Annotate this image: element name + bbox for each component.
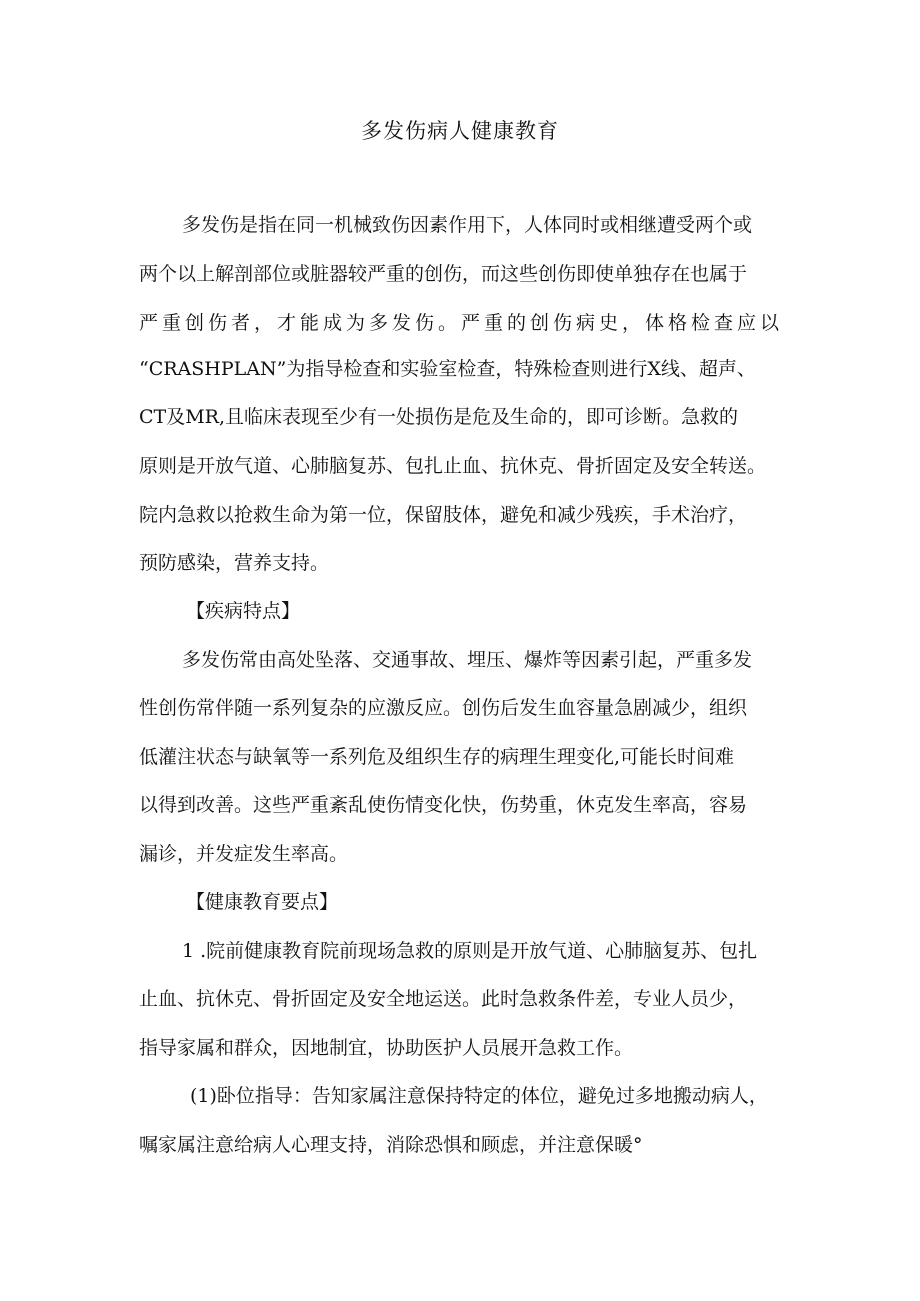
paragraph-line: 性创伤常伴随一系列复杂的应激反应。创伤后发生血容量急剧减少，组织 xyxy=(139,697,748,719)
section-heading-disease-features: 【疾病特点】 xyxy=(186,600,301,622)
paragraph-line: 原则是开放气道、心肺脑复苏、包扎止血、抗休克、骨折固定及安全转送。 xyxy=(139,455,767,477)
section-heading-health-education: 【健康教育要点】 xyxy=(186,891,339,913)
paragraph-line: 两个以上解剖部位或脏器较严重的创伤，而这些创伤即使单独存在也属于 xyxy=(139,263,748,285)
paragraph-line: 低灌注状态与缺氧等一系列危及组织生存的病理生理变化,可能长时间难 xyxy=(139,746,735,768)
paragraph-line: “CRASHPLAN”为指导检查和实验室检查，特殊检查则进行X线、超声、 xyxy=(139,358,756,380)
paragraph-line: 止血、抗休克、骨折固定及安全地运送。此时急救条件差，专业人员少， xyxy=(139,988,748,1010)
paragraph-line: (1)卧位指导：告知家属注意保持特定的体位，避免过多地搬动病人， xyxy=(190,1085,768,1107)
paragraph-line: 指导家属和群众，因地制宜，协助医护人员展开急救工作。 xyxy=(139,1037,634,1059)
paragraph-line: 以得到改善。这些严重紊乱使伤情变化快，伤势重，休克发生率高，容易 xyxy=(139,794,748,816)
paragraph-line: 多发伤常由高处坠落、交通事故、埋压、爆炸等因素引起，严重多发 xyxy=(182,649,753,671)
paragraph-line: 严重创伤者，才能成为多发伤。严重的创伤病史，体格检查应以 xyxy=(139,312,784,334)
paragraph-line: 嘱家属注意给病人心理支持，消除恐惧和顾虑，并注意保暖° xyxy=(139,1134,643,1156)
paragraph-line: 院内急救以抢救生命为第一位，保留肢体，避免和减少残疾，手术治疗， xyxy=(139,504,748,526)
paragraph-line: 预防感染，营养支持。 xyxy=(139,552,330,574)
paragraph-line: 多发伤是指在同一机械致伤因素作用下，人体同时或相继遭受两个或 xyxy=(182,214,753,236)
paragraph-line: 1 .院前健康教育院前现场急救的原则是开放气道、心肺脑复苏、包扎 xyxy=(182,940,758,962)
document-title: 多发伤病人健康教育 xyxy=(361,119,559,143)
paragraph-line: CT及MR,且临床表现至少有一处损伤是危及生命的，即可诊断。急救的 xyxy=(139,406,739,428)
paragraph-line: 漏诊，并发症发生率高。 xyxy=(139,843,349,865)
